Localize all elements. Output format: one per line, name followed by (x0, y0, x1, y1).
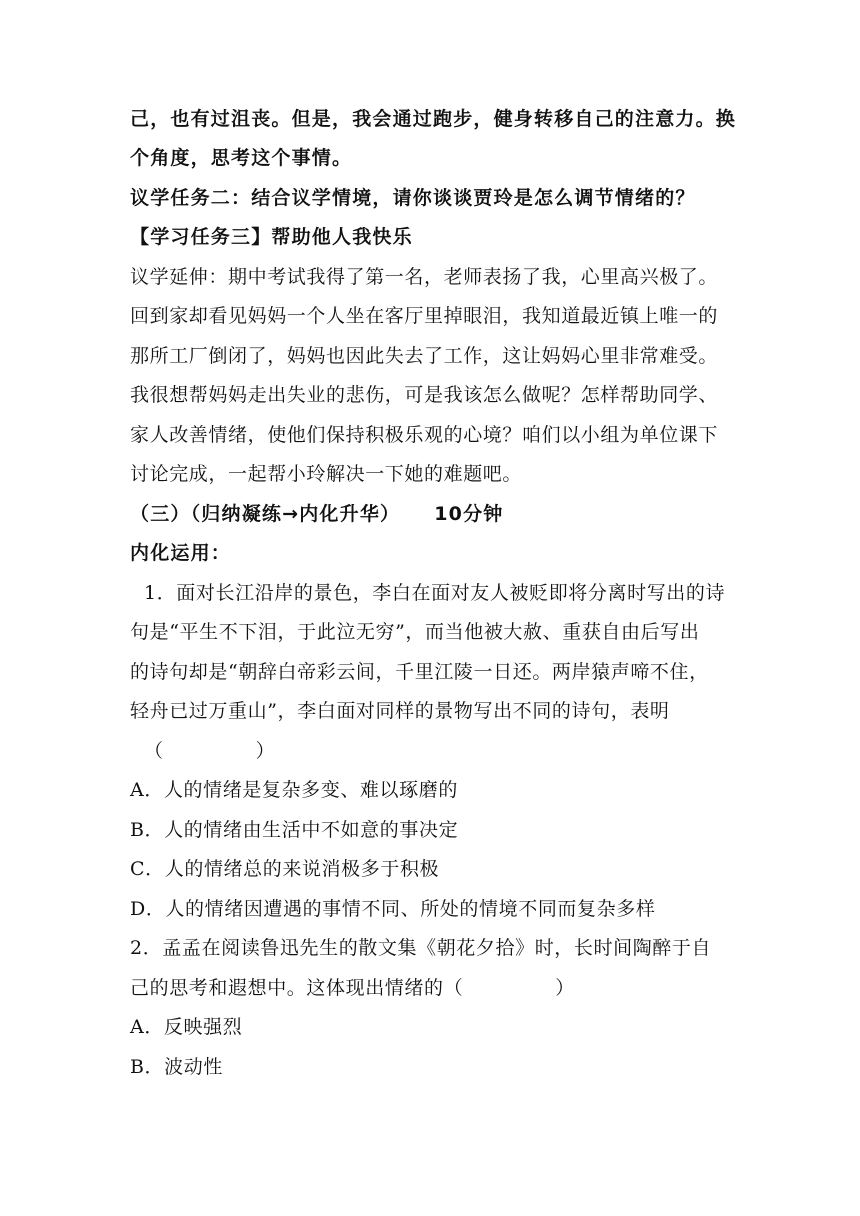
task-three-heading: 【学习任务三】帮助他人我快乐 (130, 226, 413, 248)
question-1-option-d: D．人的情绪因遭遇的事情不同、所处的情境不同而复杂多样 (130, 898, 656, 920)
question-2-line-2 (130, 973, 750, 1000)
section-three-title: （三）（归纳凝练→内化升华） (130, 503, 401, 525)
question-2-option-b: B．波动性 (130, 1056, 223, 1078)
internalize-heading: 内化运用： (130, 542, 232, 564)
extension-line-5: 家人改善情绪，使他们保持积极乐观的心境？咱们以小组为单位课下 (130, 424, 719, 446)
paragraph-line-2: 个角度，思考这个事情。 (130, 147, 353, 169)
question-2-paren-close: ） (555, 977, 575, 999)
extension-line-1: 议学延伸：期中考试我得了第一名，老师表扬了我，心里高兴极了。 (130, 266, 719, 288)
question-1-line-4: 轻舟已过万重山”，李白面对同样的景物写出不同的诗句，表明 (130, 700, 670, 722)
paragraph-line-1: 己，也有过沮丧。但是，我会通过跑步，健身转移自己的注意力。换 (130, 108, 737, 130)
question-2-line-1: 2．孟孟在阅读鲁迅先生的散文集《朝花夕拾》时，长时间陶醉于自 (130, 937, 712, 959)
extension-line-4: 我很想帮妈妈走出失业的悲伤，可是我该怎么做呢？怎样帮助同学、 (130, 384, 719, 406)
question-1-option-b: B．人的情绪由生活中不如意的事决定 (130, 819, 459, 841)
task-two-prompt: 议学任务二：结合议学情境，请你谈谈贾玲是怎么调节情绪的？ (130, 187, 696, 209)
extension-line-2: 回到家却看见妈妈一个人坐在客厅里掉眼泪，我知道最近镇上唯一的 (130, 305, 719, 327)
question-1-option-c: C．人的情绪总的来说消极多于积极 (130, 858, 440, 880)
extension-line-6: 讨论完成，一起帮小玲解决一下她的难题吧。 (130, 463, 523, 485)
question-1-line-1: 1．面对长江沿岸的景色，李白在面对友人被贬即将分离时写出的诗 (144, 582, 726, 604)
answer-paren-open: （ (144, 740, 164, 762)
question-2-option-a: A．反映强烈 (130, 1016, 243, 1038)
section-three-time: 10分钟 (434, 503, 504, 525)
extension-line-3: 那所工厂倒闭了，妈妈也因此失去了工作，这让妈妈心里非常难受。 (130, 345, 719, 367)
answer-paren-close: ） (255, 740, 276, 762)
question-1-answer-blank (144, 736, 764, 763)
question-1-option-a: A．人的情绪是复杂多变、难以琢磨的 (130, 779, 458, 801)
question-1-line-2: 句是“平生不下泪，于此泣无穷”，而当他被大赦、重获自由后写出 (130, 621, 700, 643)
question-1-line-3: 的诗句却是“朝辞白帝彩云间，千里江陵一日还。两岸猿声啼不住， (130, 661, 709, 683)
question-2-line-2-text: 己的思考和遐想中。这体现出情绪的（ (130, 977, 464, 999)
section-three-heading (130, 499, 750, 526)
